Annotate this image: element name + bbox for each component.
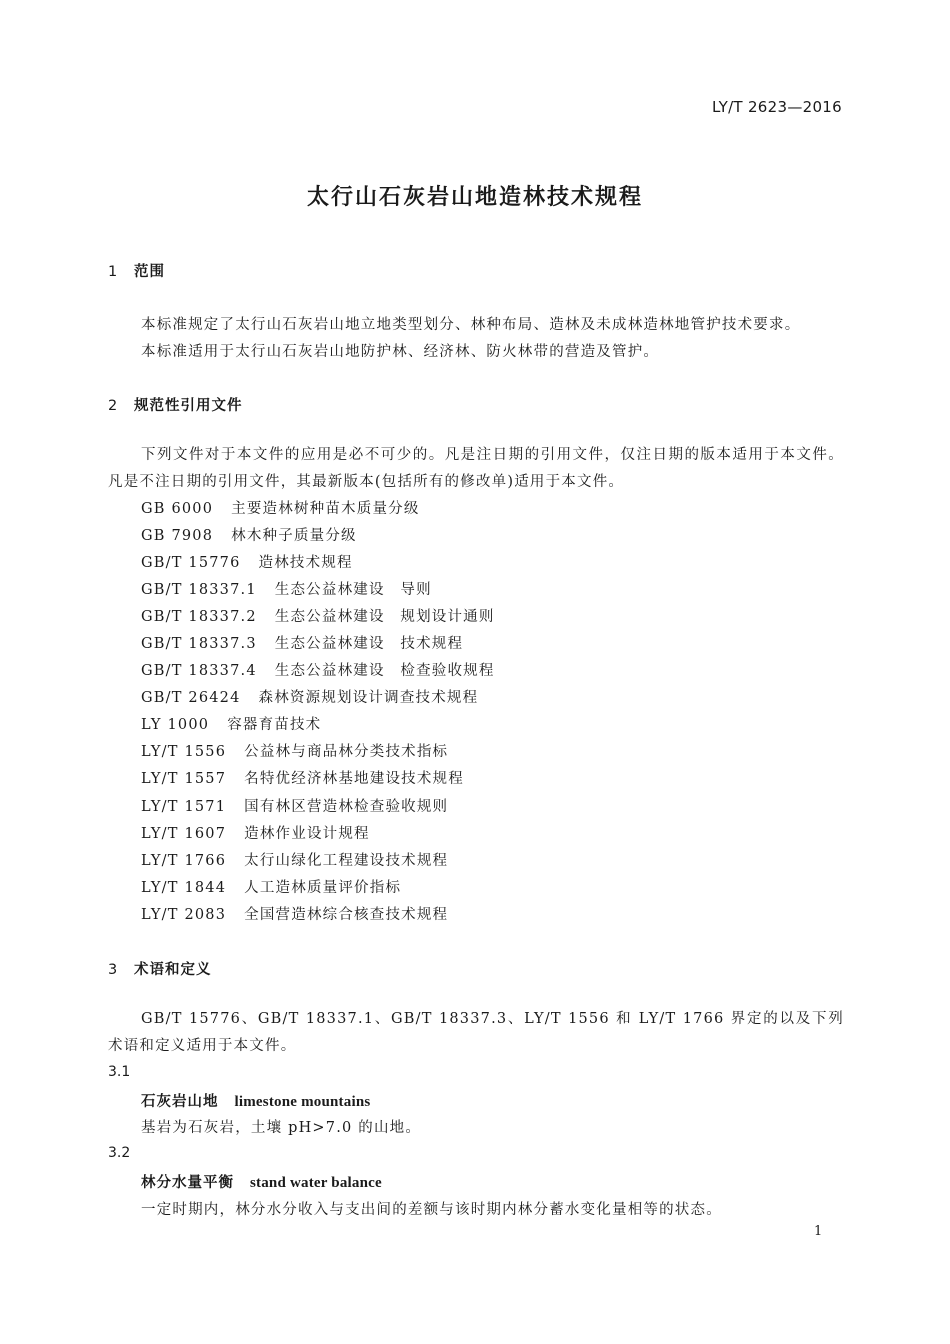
reference-name: 森林资源规划设计调查技术规程 bbox=[258, 690, 479, 707]
reference-name: 造林作业设计规程 bbox=[244, 825, 370, 842]
term-chinese: 林分水量平衡 bbox=[141, 1175, 234, 1191]
term-english: stand water balance bbox=[250, 1175, 382, 1191]
section-1-paragraph: 本标准规定了太行山石灰岩山地立地类型划分、林种布局、造林及未成林造林地管护技术要求。 bbox=[141, 317, 801, 333]
section-number: 2 bbox=[108, 398, 119, 414]
section-1-paragraph: 本标准适用于太行山石灰岩山地防护林、经济林、防火林带的营造及管护。 bbox=[141, 344, 660, 360]
reference-name: 生态公益林建设 导则 bbox=[274, 582, 432, 599]
reference-code: GB 7908 bbox=[141, 528, 214, 545]
reference-code: LY/T 1571 bbox=[141, 798, 227, 815]
section-number: 1 bbox=[108, 264, 119, 280]
reference-item bbox=[141, 712, 495, 739]
section-title: 规范性引用文件 bbox=[134, 398, 243, 414]
section-number: 3 bbox=[108, 962, 119, 978]
reference-item bbox=[141, 523, 495, 550]
reference-code: LY/T 1844 bbox=[141, 879, 227, 896]
reference-item bbox=[141, 848, 495, 875]
section-title: 范围 bbox=[134, 264, 165, 280]
reference-item bbox=[141, 496, 495, 523]
reference-name: 林木种子质量分级 bbox=[231, 528, 357, 545]
reference-item bbox=[141, 875, 495, 902]
reference-code: GB/T 18337.4 bbox=[141, 663, 257, 680]
term-number: 3.1 bbox=[108, 1064, 131, 1080]
term-number: 3.2 bbox=[108, 1145, 131, 1161]
reference-code: GB/T 18337.2 bbox=[141, 609, 257, 626]
reference-name: 生态公益林建设 检查验收规程 bbox=[274, 663, 495, 680]
reference-item bbox=[141, 631, 495, 658]
reference-name: 生态公益林建设 规划设计通则 bbox=[274, 609, 495, 626]
reference-name: 全国营造林综合核查技术规程 bbox=[244, 906, 449, 923]
reference-name: 名特优经济林基地建设技术规程 bbox=[244, 771, 464, 788]
reference-item bbox=[141, 739, 495, 766]
page-number: 1 bbox=[814, 1224, 823, 1239]
section-2-heading bbox=[108, 394, 243, 415]
reference-item bbox=[141, 604, 495, 631]
term-definition: 基岩为石灰岩，土壤 pH>7.0 的山地。 bbox=[141, 1120, 422, 1136]
reference-name: 太行山绿化工程建设技术规程 bbox=[244, 852, 449, 869]
reference-code: GB/T 26424 bbox=[141, 690, 241, 707]
reference-code: GB/T 15776 bbox=[141, 555, 241, 572]
reference-item bbox=[141, 658, 495, 685]
reference-code: LY/T 1556 bbox=[141, 744, 227, 761]
term-english: limestone mountains bbox=[234, 1094, 371, 1110]
reference-item bbox=[141, 577, 495, 604]
reference-item bbox=[141, 794, 495, 821]
reference-item bbox=[141, 550, 495, 577]
reference-name: 生态公益林建设 技术规程 bbox=[274, 636, 464, 653]
document-title: 太行山石灰岩山地造林技术规程 bbox=[306, 185, 643, 210]
section-1-heading bbox=[108, 260, 165, 281]
section-2-paragraph: 下列文件对于本文件的应用是必不可少的。凡是注日期的引用文件，仅注日期的版本适用于本文件。凡是不注日期的引用文件，其最新版本(包括所有的修改单)适用于本文件。 bbox=[108, 447, 844, 490]
reference-item bbox=[141, 902, 495, 929]
reference-code: LY/T 1557 bbox=[141, 771, 227, 788]
reference-code: LY/T 1607 bbox=[141, 825, 227, 842]
reference-name: 人工造林质量评价指标 bbox=[244, 879, 402, 896]
reference-code: LY/T 1766 bbox=[141, 852, 227, 869]
reference-item bbox=[141, 766, 495, 793]
reference-code: GB 6000 bbox=[141, 501, 214, 517]
term-definition: 一定时期内，林分水分收入与支出间的差额与该时期内林分蓄水变化量相等的状态。 bbox=[141, 1202, 722, 1218]
reference-name: 容器育苗技术 bbox=[227, 717, 322, 734]
normative-reference-list bbox=[141, 496, 495, 929]
reference-name: 公益林与商品林分类技术指标 bbox=[244, 744, 449, 761]
section-3-heading bbox=[108, 958, 212, 979]
reference-code: LY/T 2083 bbox=[141, 906, 227, 923]
section-title: 术语和定义 bbox=[134, 962, 212, 978]
reference-item bbox=[141, 821, 495, 848]
term-heading bbox=[141, 1090, 370, 1111]
reference-code: LY 1000 bbox=[141, 717, 210, 734]
section-3-paragraph: GB/T 15776、GB/T 18337.1、GB/T 18337.3、LY/T 1556 和 LY/T 1766 界定的以及下列术语和定义适用于本文件。 bbox=[108, 1011, 844, 1054]
document-code: LY/T 2623—2016 bbox=[711, 98, 842, 116]
reference-code: GB/T 18337.1 bbox=[141, 582, 257, 599]
reference-name: 主要造林树种苗木质量分级 bbox=[231, 501, 420, 517]
reference-item bbox=[141, 685, 495, 712]
reference-name: 国有林区营造林检查验收规则 bbox=[244, 798, 449, 815]
reference-code: GB/T 18337.3 bbox=[141, 636, 257, 653]
term-chinese: 石灰岩山地 bbox=[141, 1094, 219, 1110]
term-heading bbox=[141, 1171, 382, 1192]
reference-name: 造林技术规程 bbox=[258, 555, 353, 572]
